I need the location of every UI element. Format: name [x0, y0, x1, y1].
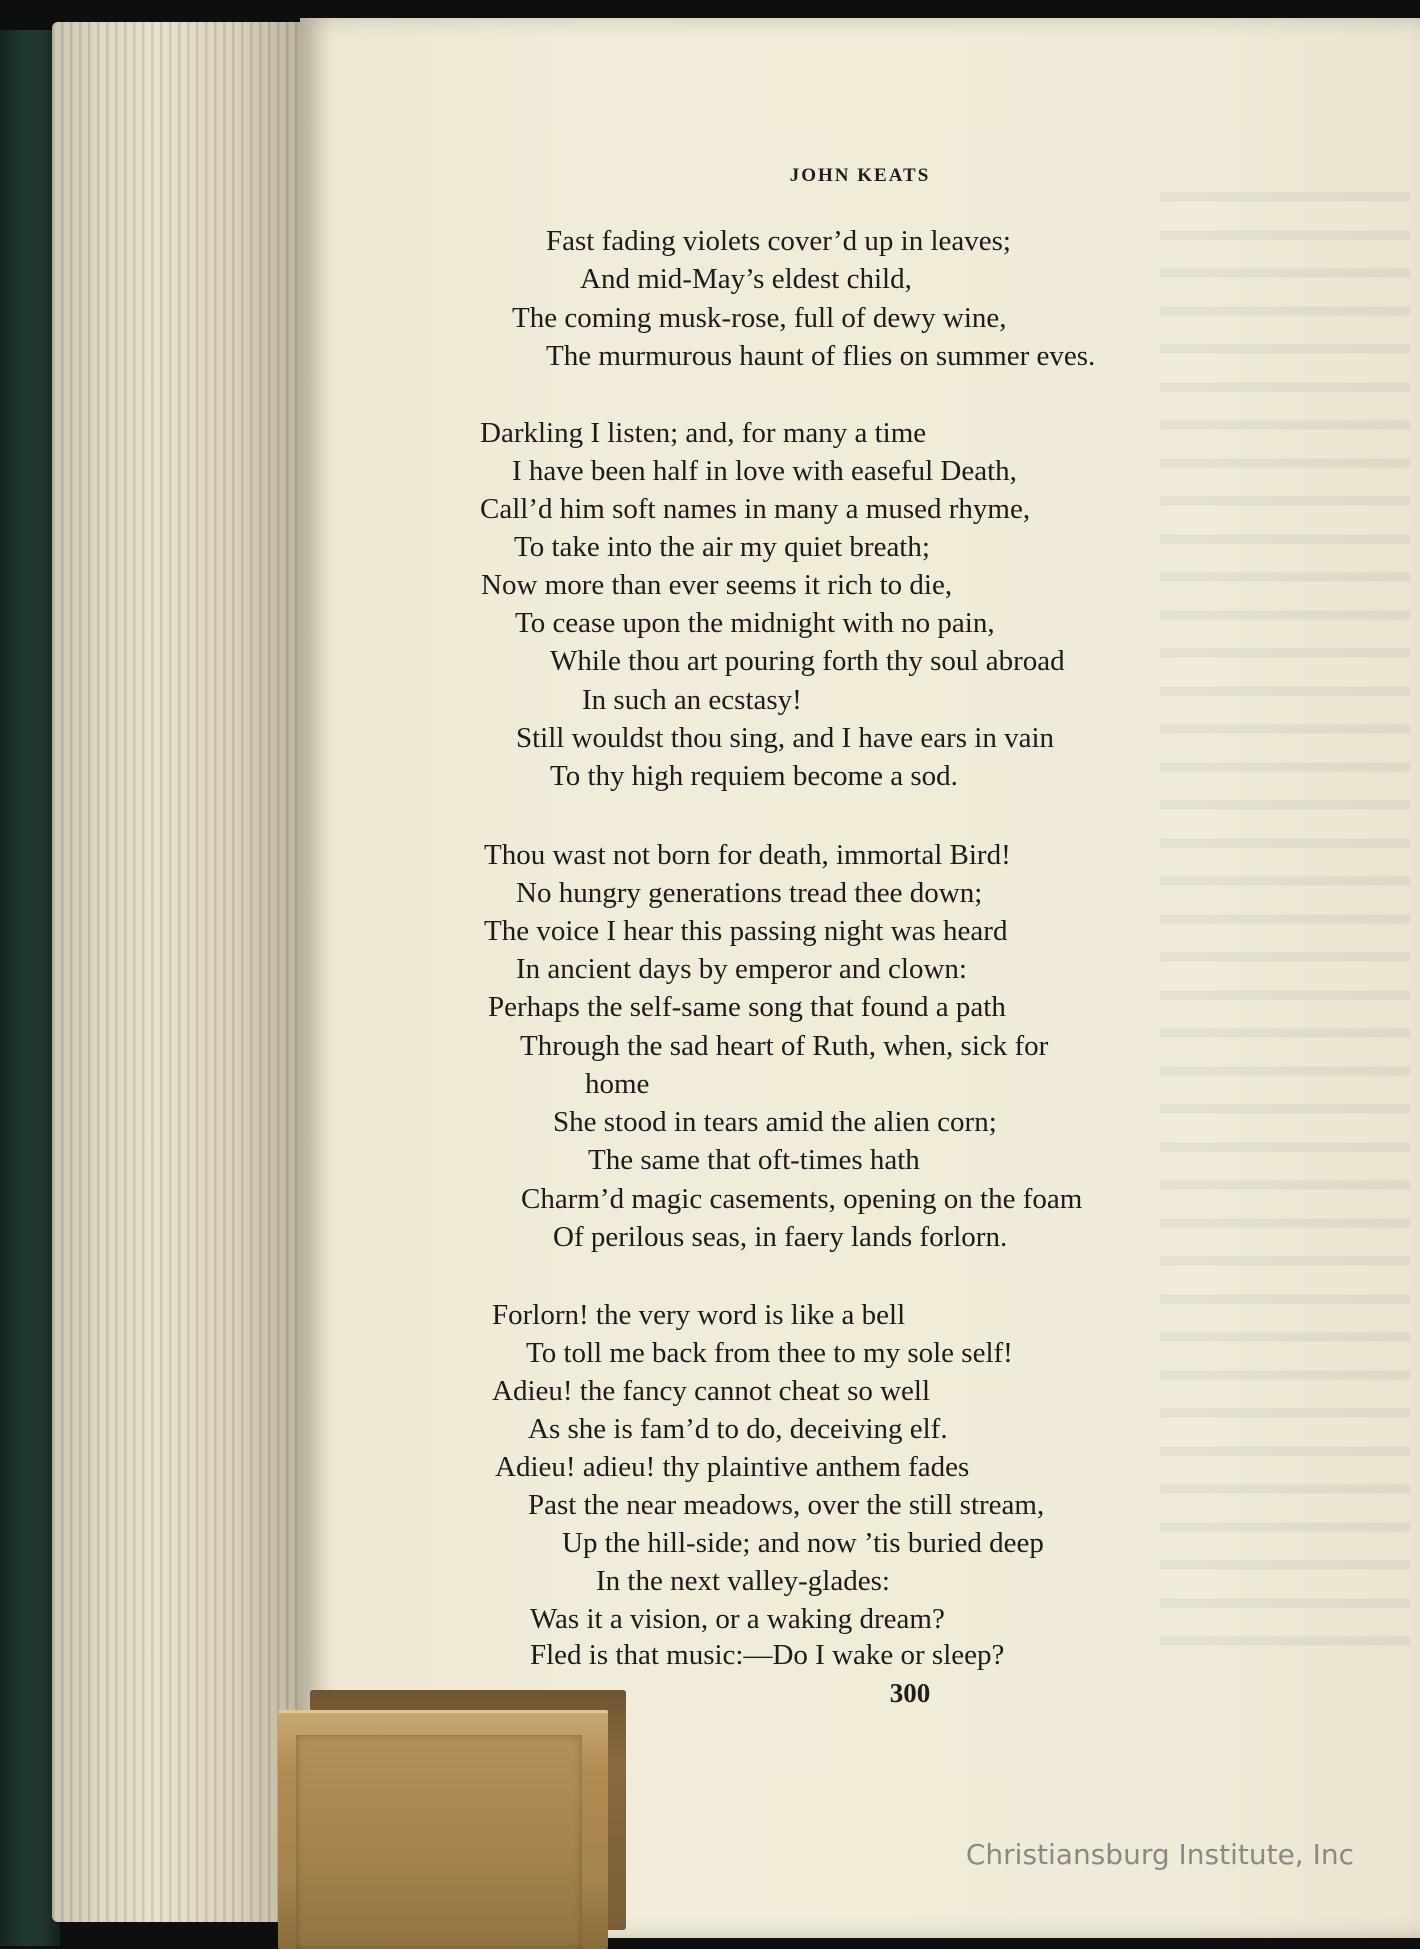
running-header: JOHN KEATS	[789, 165, 931, 186]
poem-line: Thou wast not born for death, immortal Bird!	[484, 839, 1011, 871]
poem-line: To take into the air my quiet breath;	[514, 531, 930, 563]
poem-line: To toll me back from thee to my sole self!	[526, 1337, 1013, 1369]
poem-line: Still wouldst thou sing, and I have ears in vain	[516, 722, 1055, 754]
poem-line: The coming musk-rose, full of dewy wine,	[512, 302, 1007, 334]
poem-line: In such an ecstasy!	[582, 684, 802, 716]
poem-line: To cease upon the midnight with no pain,	[515, 607, 995, 639]
page-number: 300	[889, 1678, 931, 1708]
poem-line: She stood in tears amid the alien corn;	[553, 1106, 997, 1138]
poem-line: Darkling I listen; and, for many a time	[480, 417, 927, 449]
poem-line: Perhaps the self-same song that found a path	[488, 991, 1006, 1023]
poem-line: Past the near meadows, over the still stream,	[528, 1489, 1045, 1521]
poem-line: The same that oft-times hath	[588, 1144, 920, 1176]
poem-line: Of perilous seas, in faery lands forlorn.	[553, 1221, 1008, 1253]
poem-line: Now more than ever seems it rich to die,	[481, 569, 953, 601]
poem-line: In ancient days by emperor and clown:	[516, 953, 967, 985]
page-edges	[52, 22, 314, 1922]
reverse-side-bleed	[1160, 170, 1410, 1670]
poem-line: Adieu! the fancy cannot cheat so well	[492, 1375, 931, 1407]
poem-line: Call’d him soft names in many a mused rhyme,	[480, 493, 1031, 525]
poem-line: Was it a vision, or a waking dream?	[530, 1603, 945, 1635]
poem-line: And mid-May’s eldest child,	[580, 263, 912, 295]
poem-line: Forlorn! the very word is like a bell	[492, 1299, 906, 1331]
poem-line: While thou art pouring forth thy soul abroad	[550, 645, 1065, 677]
book-cover-edge	[0, 30, 60, 1946]
poem-line: No hungry generations tread thee down;	[516, 877, 983, 909]
watermark: Christiansburg Institute, Inc	[965, 1838, 1354, 1871]
poem-line: Charm’d magic casements, opening on the foam	[521, 1183, 1083, 1215]
poem-line: I have been half in love with easeful Death,	[512, 455, 1017, 487]
poem-line: Through the sad heart of Ruth, when, sick for	[520, 1030, 1049, 1062]
poem-line: The murmurous haunt of flies on summer eves.	[546, 340, 1096, 372]
poem-line: home	[585, 1068, 650, 1100]
poem-line: Adieu! adieu! thy plaintive anthem fades	[495, 1451, 970, 1483]
poem-line: As she is fam’d to do, deceiving elf.	[528, 1413, 948, 1445]
book-stand-face	[296, 1735, 582, 1949]
poem-line: Up the hill-side; and now ’tis buried deep	[562, 1527, 1044, 1559]
poem-line: In the next valley-glades:	[596, 1565, 890, 1597]
poem-line: To thy high requiem become a sod.	[550, 760, 958, 792]
poem-line: Fled is that music:—Do I wake or sleep?	[530, 1639, 1005, 1671]
book-stand	[278, 1710, 608, 1949]
poem-line: The voice I hear this passing night was heard	[484, 915, 1008, 947]
poem-line: Fast fading violets cover’d up in leaves;	[546, 225, 1011, 257]
